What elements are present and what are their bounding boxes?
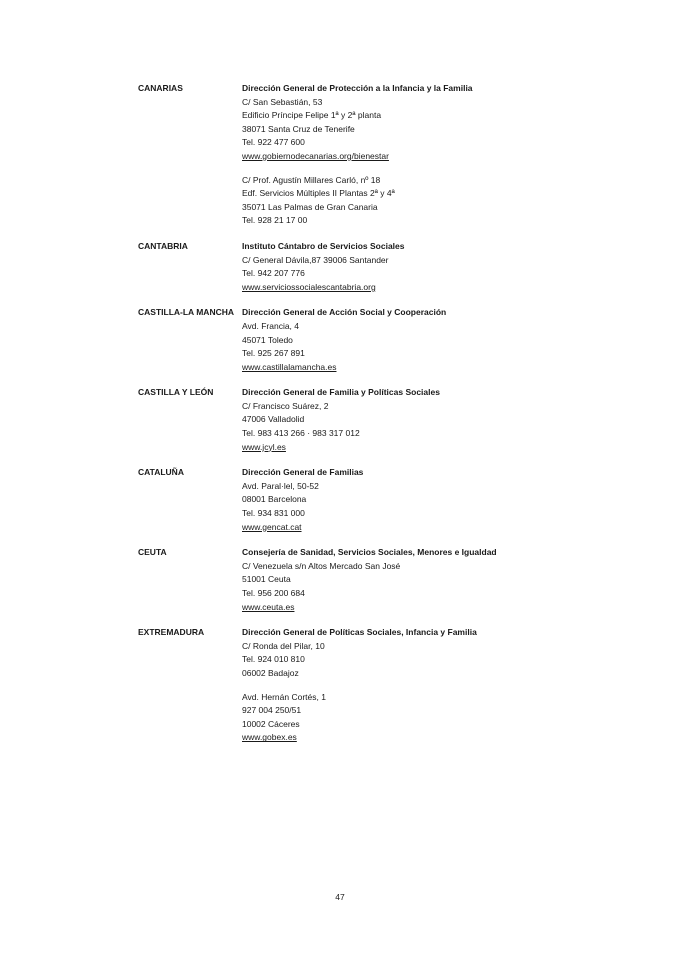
entry-details	[242, 306, 530, 374]
organization-name: Dirección General de Políticas Sociales, Infancia y Familia	[242, 627, 477, 638]
address-block	[242, 626, 530, 680]
address-line: 08001 Barcelona	[242, 494, 307, 505]
address-line: Tel. 956 200 684	[242, 588, 305, 598]
address-line: Tel. 925 267 891	[242, 348, 305, 359]
address-line: Tel. 928 21 17 00	[242, 215, 308, 226]
entry-details	[242, 240, 530, 294]
address-line: Avd. Hernán Cortés, 1	[242, 691, 326, 702]
entry-details	[242, 82, 530, 228]
entry-details	[242, 546, 530, 614]
address-line: Avd. Francia, 4	[242, 320, 300, 331]
directory-entry	[138, 546, 530, 614]
region-name: CASTILLA-LA MANCHA	[138, 307, 235, 318]
directory-list	[138, 82, 530, 757]
address-line: C/ Venezuela s/n Altos Mercado San José	[242, 560, 401, 571]
website-link[interactable]: www.serviciossocialescantabria.org	[242, 281, 376, 292]
organization-name: Dirección General de Acción Social y Cooperación	[242, 307, 447, 318]
address-line: 927 004 250/51	[242, 705, 302, 716]
directory-entry	[138, 386, 530, 454]
website-link[interactable]: www.gobex.es	[242, 732, 297, 743]
address-line: 38071 Santa Cruz de Tenerife	[242, 123, 355, 134]
region-name: CATALUÑA	[138, 467, 184, 478]
website-link[interactable]: www.castillalamancha.es	[242, 361, 337, 372]
entry-details	[242, 626, 530, 745]
organization-name: Instituto Cántabro de Servicios Sociales	[242, 240, 405, 251]
address-line: C/ Ronda del Pilar, 10	[242, 640, 325, 651]
website-link[interactable]: www.jcyl.es	[242, 441, 286, 452]
organization-name: Consejería de Sanidad, Servicios Sociales, Menores e Igualdad	[242, 547, 497, 558]
address-line: Tel. 942 207 776	[242, 268, 305, 279]
address-block	[242, 174, 530, 228]
organization-name: Dirección General de Familias	[242, 467, 364, 478]
address-block	[242, 691, 530, 745]
organization-name: Dirección General de Familia y Políticas Sociales	[242, 387, 440, 398]
address-line: Tel. 983 413 266 · 983 317 012	[242, 428, 360, 439]
address-block	[242, 466, 530, 534]
website-link[interactable]: www.ceuta.es	[242, 601, 295, 612]
region-name: CASTILLA Y LEÓN	[138, 387, 214, 398]
address-line: Edificio Príncipe Felipe 1ª y 2ª planta	[242, 110, 382, 121]
address-line: 47006 Valladolid	[242, 414, 305, 425]
organization-name: Dirección General de Protección a la Infancia y la Familia	[242, 83, 473, 93]
region-name: CEUTA	[138, 547, 167, 558]
website-link[interactable]: www.gobiernodecanarias.org/bienestar	[242, 150, 389, 161]
region-name: CANARIAS	[138, 83, 183, 93]
address-line: 35071 Las Palmas de Gran Canaria	[242, 201, 378, 212]
region-name: CANTABRIA	[138, 240, 188, 251]
address-line: 06002 Badajoz	[242, 667, 299, 678]
address-line: Tel. 922 477 600	[242, 137, 305, 148]
directory-entry	[138, 466, 530, 534]
address-block	[242, 386, 530, 454]
address-line: 51001 Ceuta	[242, 574, 291, 585]
page-number: 47	[335, 892, 345, 902]
address-block	[242, 306, 530, 374]
address-line: C/ San Sebastián, 53	[242, 96, 323, 107]
address-block	[242, 82, 530, 164]
address-line: C/ Francisco Suárez, 2	[242, 400, 329, 411]
address-line: Tel. 934 831 000	[242, 508, 305, 519]
region-name: EXTREMADURA	[138, 627, 205, 638]
entry-details	[242, 386, 530, 454]
address-line: Edf. Servicios Múltiples II Plantas 2ª y 4ª	[242, 188, 395, 199]
address-block	[242, 240, 530, 294]
address-line: C/ Prof. Agustín Millares Carló, nº 18	[242, 174, 381, 185]
website-link[interactable]: www.gencat.cat	[242, 521, 302, 532]
directory-entry	[138, 240, 530, 294]
address-line: Tel. 924 010 810	[242, 654, 305, 665]
address-line: 10002 Cáceres	[242, 718, 300, 729]
directory-entry	[138, 82, 530, 228]
directory-entry	[138, 306, 530, 374]
directory-entry	[138, 626, 530, 745]
address-line: Avd. Paral·lel, 50-52	[242, 480, 319, 491]
address-block	[242, 546, 530, 614]
address-line: C/ General Dávila,87 39006 Santander	[242, 254, 389, 265]
address-line: 45071 Toledo	[242, 334, 293, 345]
entry-details	[242, 466, 530, 534]
